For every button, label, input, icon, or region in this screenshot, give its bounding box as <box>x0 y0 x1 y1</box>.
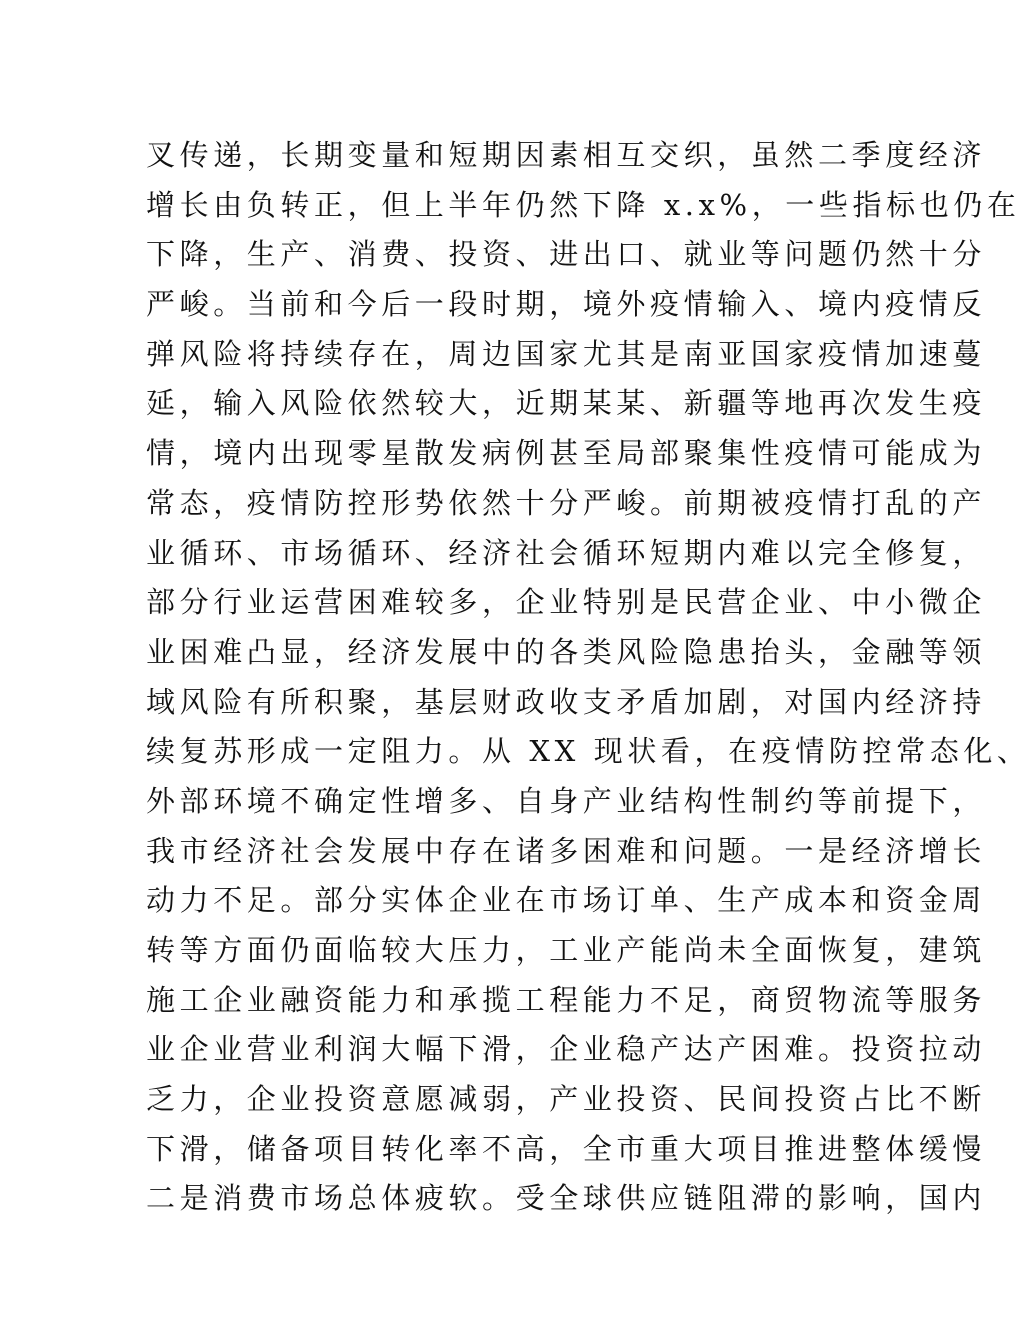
text-line: 弹风险将持续存在，周边国家尤其是南亚国家疫情加速蔓 <box>146 336 987 371</box>
text-line: 增长由负转正，但上半年仍然下降 x.x%，一些指标也仍在 <box>146 187 1021 222</box>
text-line: 下滑，储备项目转化率不高，全市重大项目推进整体缓慢 <box>146 1131 987 1166</box>
text-line: 动力不足。部分实体企业在市场订单、生产成本和资金周 <box>146 883 987 918</box>
text-line: 严峻。当前和今后一段时期，境外疫情输入、境内疫情反 <box>146 287 987 322</box>
text-line: 业循环、市场循环、经济社会循环短期内难以完全修复， <box>146 535 987 570</box>
text-line: 延，输入风险依然较大，近期某某、新疆等地再次发生疫 <box>146 386 987 421</box>
text-line: 情，境内出现零星散发病例甚至局部聚集性疫情可能成为 <box>146 436 987 471</box>
text-line: 外部环境不确定性增多、自身产业结构性制约等前提下， <box>146 783 987 818</box>
text-line: 叉传递，长期变量和短期因素相互交织，虽然二季度经济 <box>146 138 987 172</box>
text-line: 转等方面仍面临较大压力，工业产能尚未全面恢复，建筑 <box>146 933 987 967</box>
text-line: 施工企业融资能力和承揽工程能力不足，商贸物流等服务 <box>146 982 987 1017</box>
text-line: 续复苏形成一定阻力。从 XX 现状看，在疫情防控常态化、 <box>146 734 1031 769</box>
text-line: 我市经济社会发展中存在诸多困难和问题。一是经济增长 <box>146 833 987 868</box>
text-line: 下降，生产、消费、投资、进出口、就业等问题仍然十分 <box>146 237 987 272</box>
text-line: 域风险有所积聚，基层财政收支矛盾加剧，对国内经济持 <box>146 684 987 719</box>
text-line: 乏力，企业投资意愿减弱，产业投资、民间投资占比不断 <box>146 1082 987 1117</box>
text-line: 二是消费市场总体疲软。受全球供应链阻滞的影响，国内 <box>146 1181 987 1216</box>
body-text <box>146 131 1031 1224</box>
text-line: 部分行业运营困难较多，企业特别是民营企业、中小微企 <box>146 585 987 620</box>
text-line: 常态，疫情防控形势依然十分严峻。前期被疫情打乱的产 <box>146 485 987 520</box>
text-line: 业困难凸显，经济发展中的各类风险隐患抬头，金融等领 <box>146 634 987 669</box>
text-line: 业企业营业利润大幅下滑，企业稳产达产困难。投资拉动 <box>146 1032 987 1067</box>
